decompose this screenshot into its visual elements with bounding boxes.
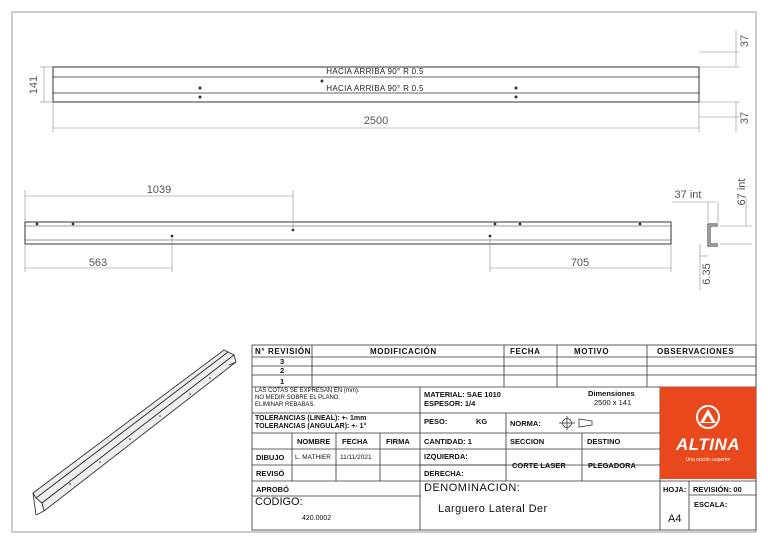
peso-label: PESO:: [424, 417, 448, 426]
dibujo-date: 11/11/2021: [340, 454, 372, 461]
rev-header: N° REVISIÓN: [255, 347, 312, 356]
nombre-header: NOMBRE: [297, 437, 331, 446]
rev-3: 3: [280, 357, 285, 366]
motivo-header: MOTIVO: [574, 347, 610, 356]
logo-tagline: Una opción superior: [685, 457, 731, 463]
espesor: ESPESOR: 1/4: [424, 399, 476, 408]
dim-705: 705: [570, 257, 590, 269]
dim-37-top: 37: [739, 34, 751, 48]
izquierda-label: IZQUIERDA:: [424, 452, 468, 461]
altina-logo: [660, 387, 756, 479]
codigo-value: 420.0002: [302, 515, 332, 522]
dim-37-bottom: 37: [739, 111, 751, 125]
bend-note-1: HACIA ARRIBA 90° R 0.5: [326, 67, 424, 76]
tolerance-angular: TOLERANCIAS (ANGULAR): +- 1°: [255, 423, 367, 430]
cantidad: CANTIDAD: 1: [424, 437, 472, 446]
notes-2: NO MEDIR SOBRE EL PLANO.: [255, 395, 341, 401]
dim-563: 563: [88, 257, 108, 269]
top-view-dimensions: [40, 30, 740, 132]
seccion-header: SECCION: [510, 437, 545, 446]
notes-3: ELIMINAR REBABAS.: [255, 402, 316, 408]
tolerance-linear: TOLERANCIAS (LINEAL): +- 1mm: [255, 415, 367, 422]
destino-header: DESTINO: [587, 437, 621, 446]
norma-label: NORMA:: [510, 419, 541, 428]
dim-height-141: 141: [28, 75, 40, 95]
bend-note-2: HACIA ARRIBA 90° R 0.5: [326, 84, 424, 93]
dim-length-2500: 2500: [363, 115, 389, 127]
escala-label: ESCALA:: [694, 500, 728, 509]
codigo-label: CODIGO:: [255, 496, 303, 508]
seccion-value: CORTE LASER: [512, 461, 566, 470]
dibujo-name: L. MATHIER: [295, 454, 331, 461]
peso-unit: KG: [476, 417, 488, 426]
dim-37-int: 37 int: [674, 189, 702, 201]
dim-6-35: 6.35: [701, 263, 713, 285]
material: MATERIAL: SAE 1010: [424, 390, 501, 399]
reviso-label: REVISÓ: [256, 469, 285, 478]
dim-67-int: 67 int: [736, 178, 748, 206]
sheet-size: A4: [668, 513, 682, 525]
fecha-col-header: FECHA: [342, 437, 368, 446]
dimensions-value: 2500 x 141: [594, 398, 632, 407]
mod-header: MODIFICACIÓN: [370, 347, 437, 356]
dimensions-label: Dimensiones: [588, 389, 635, 398]
rev-1: 1: [280, 377, 285, 386]
logo-triangle-icon: [660, 387, 756, 435]
rev-2: 2: [280, 366, 285, 375]
section-detail: [708, 224, 718, 246]
title-block: [252, 345, 756, 530]
hoja-label: HOJA:: [663, 485, 687, 494]
obs-header: OBSERVACIONES: [657, 347, 735, 356]
logo-name: ALTINA: [675, 435, 741, 454]
destino-value: PLEGADORA: [588, 461, 636, 470]
denominacion-label: DENOMINACION:: [424, 482, 521, 494]
dibujo-label: DIBUJO: [256, 453, 285, 462]
notes-1: LAS COTAS SE EXPRESAN EN (mm).: [255, 388, 360, 394]
derecha-label: DERECHA:: [424, 469, 464, 478]
revision-label: REVISIÓN: 00: [693, 485, 742, 494]
part-name: Larguero Lateral Der: [438, 503, 548, 515]
dim-1039: 1039: [146, 184, 172, 196]
fecha-header: FECHA: [510, 347, 541, 356]
firma-header: FIRMA: [386, 437, 410, 446]
isometric-view: [33, 350, 236, 515]
side-view: [25, 222, 671, 244]
aprobo-label: APROBÓ: [256, 485, 289, 494]
